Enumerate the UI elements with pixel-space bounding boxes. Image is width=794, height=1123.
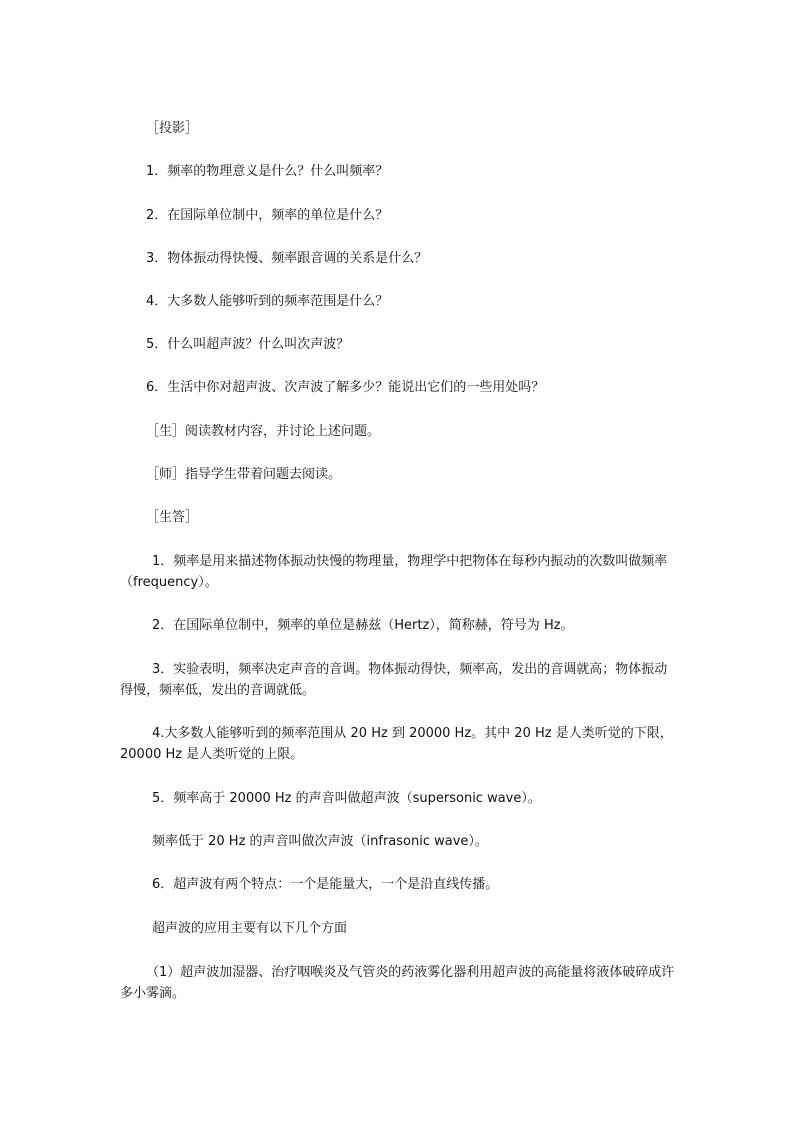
answer-4: 4.大多数人能够听到的频率范围从 20 Hz 到 20000 Hz。其中 20 Hz 是人类听觉的下限，20000 Hz 是人类听觉的上限。 [120, 726, 673, 762]
question-1: 1．频率的物理意义是什么？什么叫频率？ [146, 164, 389, 179]
question-4: 4．大多数人能够听到的频率范围是什么？ [146, 294, 389, 309]
answer-6: 6．超声波有两个特点：一个是能量大，一个是沿直线传播。 [152, 877, 499, 892]
question-6: 6．生活中你对超声波、次声波了解多少？能说出它们的一些用处吗？ [146, 380, 545, 395]
question-2: 2．在国际单位制中，频率的单位是什么？ [146, 208, 389, 223]
answer-5: 5．频率高于 20000 Hz 的声音叫做超声波（supersonic wave）。 [152, 791, 541, 806]
answer-5-infrasonic: 频率低于 20 Hz 的声音叫做次声波（infrasonic wave）。 [152, 834, 488, 849]
application-1: （1）超声波加湿器、治疗咽喉炎及气管炎的药液雾化器利用超声波的高能量将液体破碎成许多小雾滴。 [120, 965, 675, 1001]
answer-2: 2．在国际单位制中，频率的单位是赫兹（Hertz），简称赫，符号为 Hz。 [152, 618, 574, 633]
answer-3: 3．实验表明，频率决定声音的音调。物体振动得快，频率高，发出的音调就高；物体振动得慢，频率低，发出的音调就低。 [120, 662, 668, 698]
question-3: 3．物体振动得快慢、频率跟音调的关系是什么？ [146, 251, 428, 266]
question-5: 5．什么叫超声波？什么叫次声波？ [146, 337, 350, 352]
student-answer-heading: ［生答］ [146, 510, 199, 525]
answer-1: 1．频率是用来描述物体振动快慢的物理量，物理学中把物体在每秒内振动的次数叫做频率（frequency）。 [120, 554, 668, 590]
teacher-guide-line: ［师］指导学生带着问题去阅读。 [146, 467, 342, 482]
student-read-line: ［生］阅读教材内容，并讨论上述问题。 [146, 424, 381, 439]
ultrasound-applications-intro: 超声波的应用主要有以下几个方面 [152, 921, 348, 936]
projection-heading: ［投影］ [146, 121, 199, 136]
